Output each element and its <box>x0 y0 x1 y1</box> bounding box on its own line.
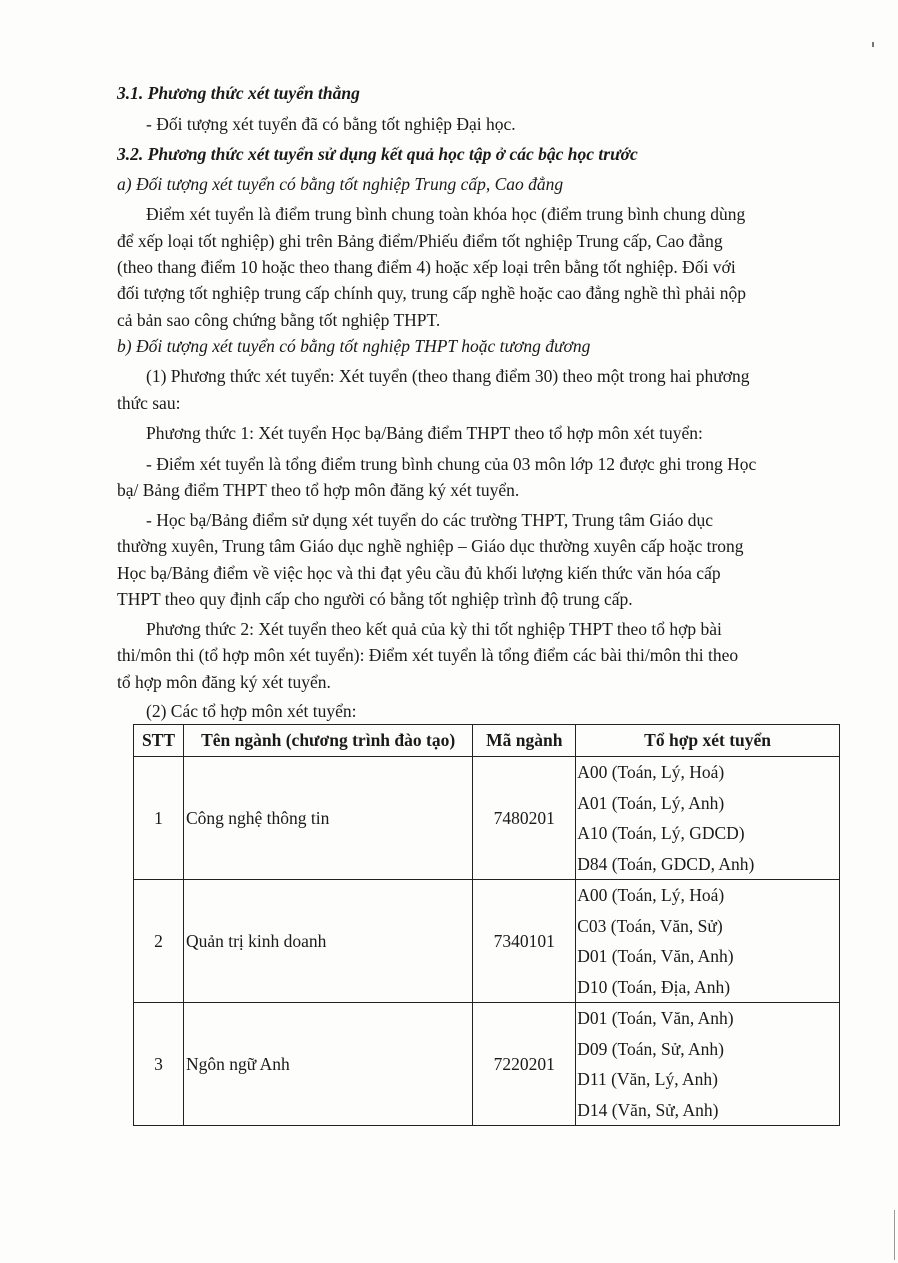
combo-item: A00 (Toán, Lý, Hoá) <box>577 885 725 905</box>
row-combos <box>576 880 840 1003</box>
para-b1-line-1: (1) Phương thức xét tuyển: Xét tuyển (theo thang điểm 30) theo một trong hai phương <box>146 366 750 386</box>
row-stt: 2 <box>134 880 184 1003</box>
header-program-name: Tên ngành (chương trình đào tạo) <box>183 725 472 757</box>
row-stt: 1 <box>134 757 184 880</box>
header-program-code: Mã ngành <box>473 725 576 757</box>
header-combos: Tổ hợp xét tuyển <box>576 725 840 757</box>
row-program-code: 7480201 <box>473 757 576 880</box>
method-1-bullet-2-line-3: Học bạ/Bảng điểm về việc học và thi đạt yêu cầu đủ khối lượng kiến thức văn hóa cấp <box>117 563 721 583</box>
para-a-line-3: (theo thang điểm 10 hoặc theo thang điểm 4) hoặc xếp loại trên bằng tốt nghiệp. Đối với <box>117 257 736 277</box>
row-stt: 3 <box>134 1003 184 1126</box>
scan-speck <box>872 42 874 47</box>
row-combos <box>576 757 840 880</box>
row-program-name: Công nghệ thông tin <box>183 757 472 880</box>
table-header-row <box>134 725 840 757</box>
table-row <box>134 880 840 1003</box>
para-a-line-2: để xếp loại tốt nghiệp) ghi trên Bảng điểm/Phiếu điểm tốt nghiệp Trung cấp, Cao đẳng <box>117 231 723 251</box>
row-program-code: 7220201 <box>473 1003 576 1126</box>
row-program-code: 7340101 <box>473 880 576 1003</box>
combo-item: D84 (Toán, GDCD, Anh) <box>577 853 755 874</box>
method-1-bullet-2-line-4: THPT theo quy định cấp cho người có bằng tốt nghiệp trình độ trung cấp. <box>117 589 633 609</box>
para-a-line-4: đối tượng tốt nghiệp trung cấp chính quy, trung cấp nghề hoặc cao đẳng nghề thì phải nộp <box>117 283 746 303</box>
row-combos <box>576 1003 840 1126</box>
para-b1-line-2: thức sau: <box>117 393 181 413</box>
scan-edge-line <box>894 1210 895 1260</box>
method-1-title: Phương thức 1: Xét tuyển Học bạ/Bảng điểm THPT theo tổ hợp môn xét tuyển: <box>146 423 703 443</box>
combo-item: D14 (Văn, Sử, Anh) <box>577 1099 719 1120</box>
section-3-2-title: 3.2. Phương thức xét tuyển sử dụng kết quả học tập ở các bậc học trước <box>117 144 638 164</box>
method-1-bullet-1-line-2: bạ/ Bảng điểm THPT theo tổ hợp môn đăng ký xét tuyển. <box>117 480 520 500</box>
combo-item: D01 (Toán, Văn, Anh) <box>577 1008 734 1028</box>
row-program-name: Ngôn ngữ Anh <box>183 1003 472 1126</box>
row-program-name: Quản trị kinh doanh <box>183 880 472 1003</box>
admission-combos-table <box>133 724 840 1126</box>
combo-item: A10 (Toán, Lý, GDCD) <box>577 823 745 843</box>
combo-item: D11 (Văn, Lý, Anh) <box>577 1069 718 1089</box>
combo-item: A00 (Toán, Lý, Hoá) <box>577 762 725 782</box>
combo-item: D10 (Toán, Địa, Anh) <box>577 976 731 997</box>
combo-item: D09 (Toán, Sử, Anh) <box>577 1038 724 1059</box>
section-3-1-text: - Đối tượng xét tuyển đã có bằng tốt nghiệp Đại học. <box>146 114 516 134</box>
table-row <box>134 757 840 880</box>
table-row <box>134 1003 840 1126</box>
combo-item: C03 (Toán, Văn, Sử) <box>577 915 723 936</box>
subsection-a-title: a) Đối tượng xét tuyển có bằng tốt nghiệp Trung cấp, Cao đẳng <box>117 174 564 194</box>
combo-item: A01 (Toán, Lý, Anh) <box>577 792 725 813</box>
combos-heading: (2) Các tổ hợp môn xét tuyển: <box>146 701 357 721</box>
subsection-b-title: b) Đối tượng xét tuyển có bằng tốt nghiệp THPT hoặc tương đương <box>117 336 591 356</box>
section-3-1-title: 3.1. Phương thức xét tuyển thẳng <box>117 83 360 103</box>
method-2-line-3: tổ hợp môn đăng ký xét tuyển. <box>117 672 331 692</box>
method-1-bullet-2-line-2: thường xuyên, Trung tâm Giáo dục nghề nghiệp – Giáo dục thường xuyên cấp hoặc trong <box>117 536 744 556</box>
header-stt: STT <box>134 725 184 757</box>
method-1-bullet-1-line-1: - Điểm xét tuyển là tổng điểm trung bình chung của 03 môn lớp 12 được ghi trong Học <box>146 454 757 474</box>
combo-item: D01 (Toán, Văn, Anh) <box>577 946 734 966</box>
method-2-line-2: thi/môn thi (tổ hợp môn xét tuyển): Điểm xét tuyển là tổng điểm các bài thi/môn thi theo <box>117 645 739 665</box>
method-2-line-1: Phương thức 2: Xét tuyển theo kết quả của kỳ thi tốt nghiệp THPT theo tổ hợp bài <box>146 619 722 639</box>
para-a-line-1: Điểm xét tuyển là điểm trung bình chung toàn khóa học (điểm trung bình chung dùng <box>146 204 746 224</box>
para-a-line-5: cả bản sao công chứng bằng tốt nghiệp THPT. <box>117 310 441 330</box>
method-1-bullet-2-line-1: - Học bạ/Bảng điểm sử dụng xét tuyển do các trường THPT, Trung tâm Giáo dục <box>146 510 714 530</box>
